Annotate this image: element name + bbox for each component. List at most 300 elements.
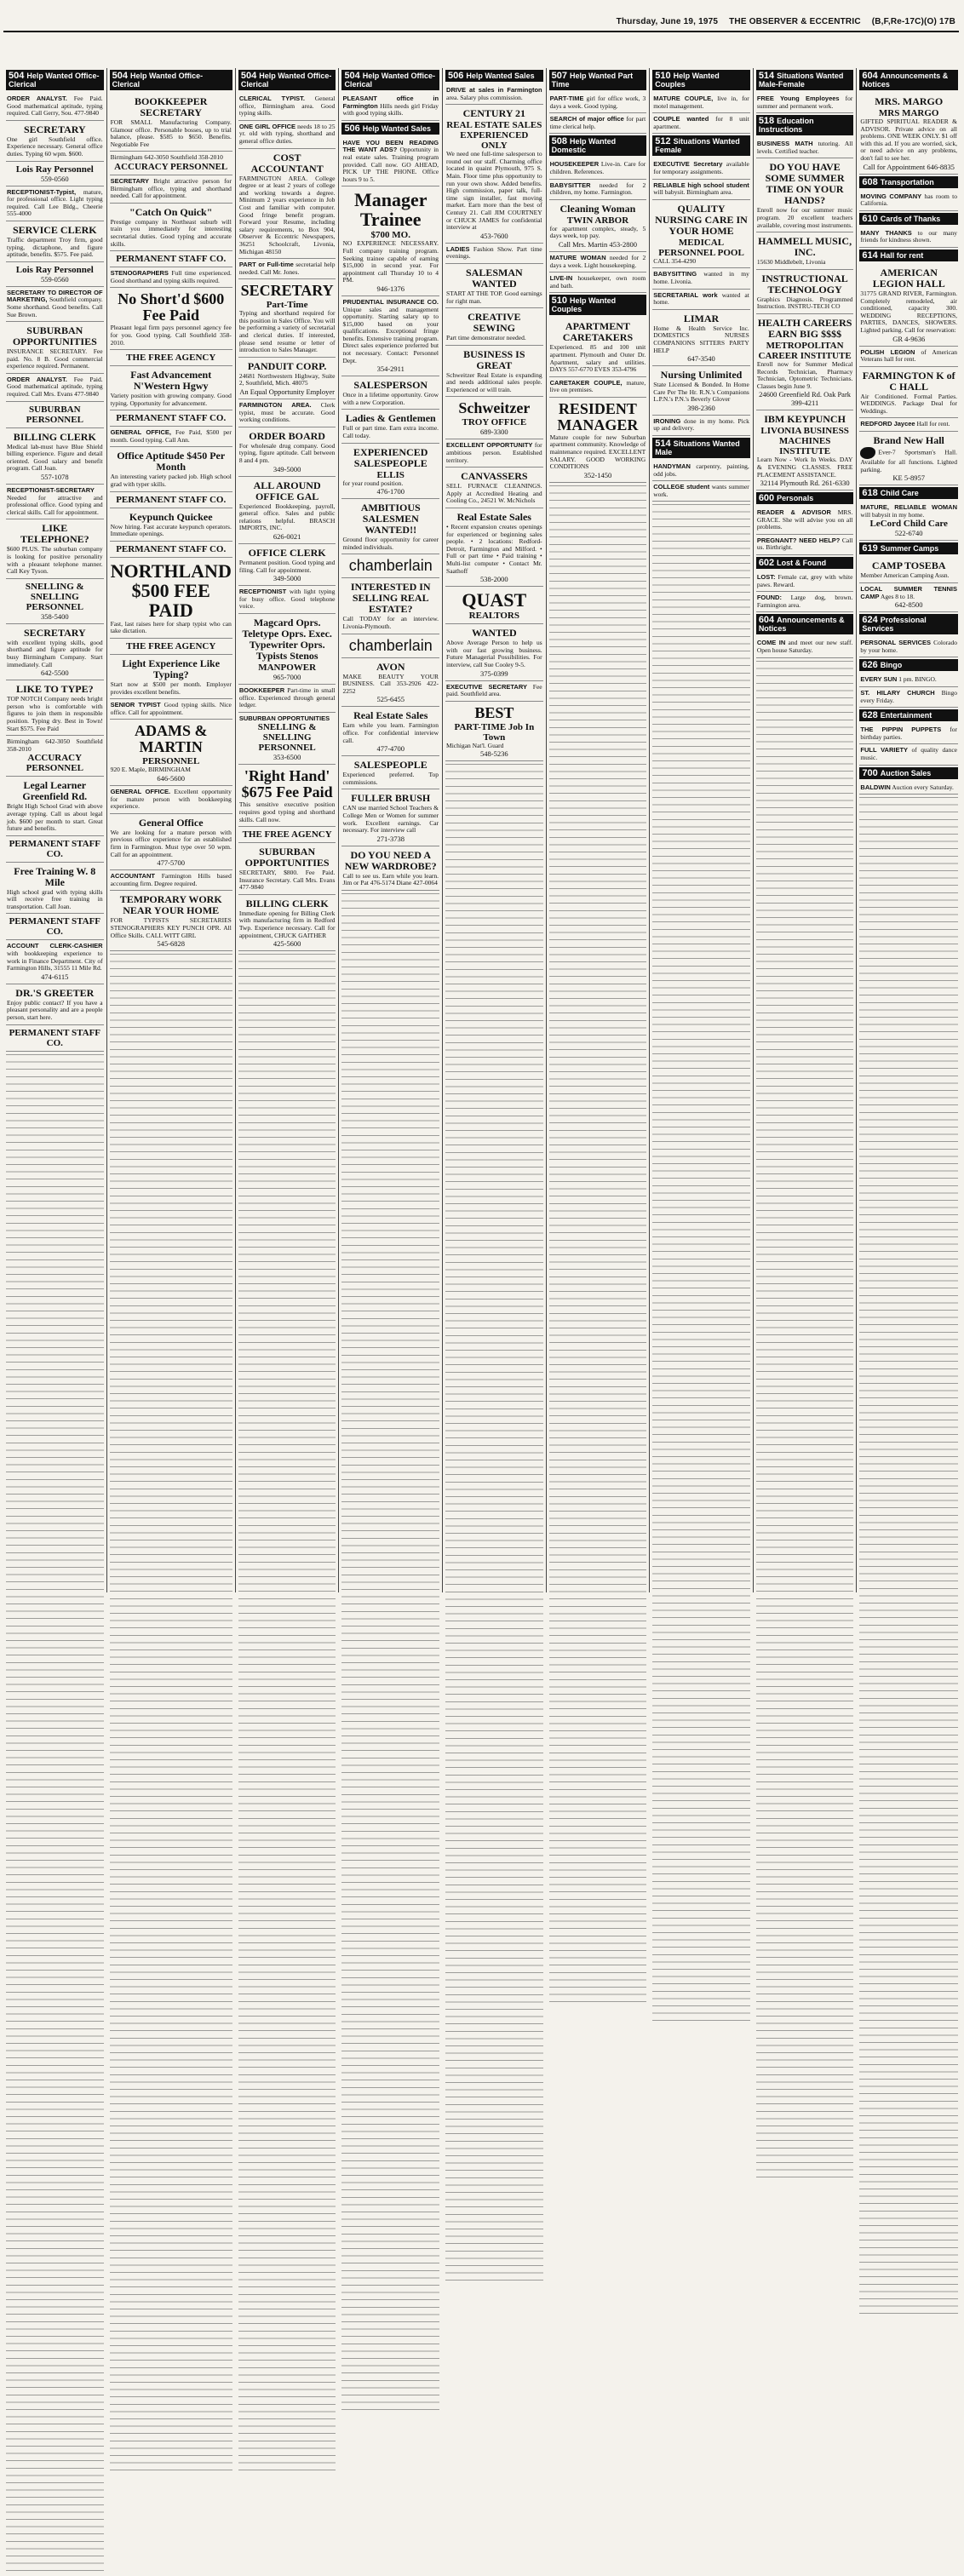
ad-body — [757, 259, 853, 267]
ad-text: Typing and shorthand required for this position in Sales Office. You will be performing a variety of secretarial and clerical duties. If interested, please send resume or letter of introduction to Sales Manager. — [238, 309, 336, 354]
ad-text: Good typing skills. Nice office. Call for appointment. — [110, 701, 232, 716]
ad-body — [446, 684, 542, 698]
ad-title: LIKE TELEPHONE? — [20, 522, 89, 546]
ad-text: General office, Birmingham area. Good typing skills. — [238, 95, 336, 118]
section-title: Help Wanted Sales — [466, 72, 535, 80]
ad-text: Excellent opportunity for mature person with bookkeeping experience. — [110, 788, 232, 811]
classified-ad — [238, 827, 336, 843]
ad-body — [7, 136, 103, 158]
section-header — [859, 70, 958, 90]
ad-text: area. Salary plus commission. — [446, 93, 523, 101]
ad-body — [111, 829, 232, 858]
ad-text: of American Veterans hall for rent. — [860, 347, 958, 364]
ad-lead: DRIVE at sales in Farmington — [446, 86, 542, 94]
ad-text: with bookkeeping experience to work in Finance Department. City of Farmington Hills, 31555 11 Mile Rd. — [7, 950, 103, 972]
classified-ad — [110, 350, 232, 366]
section-header — [859, 614, 958, 634]
ad-title: SALESMAN WANTED — [465, 266, 523, 290]
classified-ad — [445, 508, 543, 587]
ad-title: BEST — [474, 703, 514, 721]
classified-ad — [6, 121, 104, 162]
ad-body — [342, 425, 439, 439]
classified-ad — [341, 444, 439, 500]
ad-lead: FARMINGTON AREA. — [238, 401, 312, 410]
ad-body — [757, 574, 853, 588]
ad-body — [239, 801, 336, 823]
classified-ad — [238, 121, 336, 149]
ad-body — [757, 361, 853, 390]
ad-text: of quality dance music. — [860, 746, 957, 761]
ad-lead: PLEASANT office in Farmington — [342, 95, 439, 110]
section-title: Help Wanted Office-Clerical — [240, 72, 332, 89]
ad-text: Opportunity in real estate sales. Training program provided. Call now. GO AHEAD, PICK UP THE PHONE. Office hours 9 to 5. — [342, 146, 439, 183]
ad-text: FOR TYPISTS SECRETARIES STENOGRAPHERS KEY PUNCH OPR. All Office Skills. CALL WITT GIRL — [110, 916, 232, 939]
ad-body — [111, 524, 232, 538]
ad-lead: SUBURBAN OPPORTUNITIES — [238, 714, 330, 722]
ad-title: Manager Trainee — [353, 189, 427, 231]
masthead-edition: (B,F,Re-17C)(O) 17B — [871, 17, 955, 26]
ad-text: TOP NOTCH Company needs bright person who is comfortable with figures to join them in responsible position. Typing dry. Best in Town! Start $575. Fee Paid — [7, 695, 103, 732]
ad-text: CALL 354-4290 — [653, 256, 697, 265]
ad-contact: 425-5600 — [273, 939, 301, 949]
ad-lead: COUPLE wanted — [653, 115, 709, 123]
ad-advertiser: PERMANENT STAFF CO. — [116, 413, 227, 424]
section-number: 504 — [240, 71, 257, 81]
masthead-date: Thursday, June 19, 1975 — [616, 17, 719, 26]
ad-lead: CLERICAL TYPIST. — [238, 95, 306, 102]
classified-ad — [238, 614, 336, 685]
ad-title: QUAST — [462, 589, 527, 611]
section-title: Bingo — [880, 661, 903, 670]
classified-ad — [445, 264, 543, 308]
ad-title: RESIDENT MANAGER — [557, 399, 639, 433]
classified-ad — [341, 789, 439, 846]
ad-title: FARMINGTON K of C HALL — [862, 369, 955, 393]
classified-ad — [445, 702, 543, 762]
classified-ad — [445, 624, 543, 680]
ad-body — [653, 382, 749, 404]
classified-ad — [445, 681, 543, 702]
ad-subtitle: Part-Time — [266, 300, 308, 311]
ad-lead: RECEPTIONIST — [238, 588, 287, 596]
ad-text: Southfield company. Some shorthand. Good benefits. Call Sue Brown. — [7, 295, 103, 318]
ad-body — [860, 504, 957, 519]
ad-text: Needed for attractive and professional office. Good typing and clerical skills. Call for appointment. — [7, 493, 103, 516]
classified-ad — [859, 502, 958, 541]
classified-ad — [110, 447, 232, 491]
ad-contact: GR 4-9636 — [892, 334, 926, 343]
classified-ad — [238, 259, 336, 279]
classified-ad — [445, 397, 543, 439]
classified-columns — [3, 68, 961, 1592]
ad-body — [239, 402, 336, 424]
ad-body — [860, 676, 957, 684]
section-header — [549, 295, 647, 315]
classified-ad — [238, 279, 336, 358]
ad-body — [653, 271, 749, 285]
ad-body — [7, 290, 103, 318]
ad-lead: SENIOR TYPIST — [110, 701, 161, 709]
classified-ad — [110, 814, 232, 870]
ad-subtitle: PERSONNEL — [142, 756, 200, 767]
ad-advertiser: PERMANENT STAFF CO. — [9, 1027, 101, 1048]
ad-body — [446, 640, 542, 668]
classified-ad — [859, 782, 958, 795]
section-number: 608 — [862, 176, 878, 187]
section-number: 600 — [758, 493, 775, 504]
classified-ad — [445, 84, 543, 105]
ad-subtitle: TWIN ARBOR — [566, 215, 629, 226]
section-number: 510 — [551, 295, 567, 307]
ad-text: Ages 8 to 18. — [880, 592, 915, 600]
classified-ad — [859, 367, 958, 419]
ad-contact: 689-3300 — [480, 427, 508, 437]
ad-title: AVON — [376, 660, 405, 673]
ad-lead: RELIABLE high school student — [653, 181, 749, 189]
ad-text: Birmingham 642-3050 Southfield 358-2010 — [7, 737, 103, 753]
ad-contact: Call for Appointment 646-8835 — [863, 162, 955, 171]
ad-text: An interesting variety packed job. High school grad with typer skills. — [110, 473, 232, 489]
ad-body — [550, 380, 646, 394]
ad-title: LIKE TO TYPE? — [15, 683, 94, 696]
section-title: Personals — [777, 494, 814, 503]
ad-lead: PREGNANT? NEED HELP? — [756, 536, 841, 544]
section-header — [652, 135, 750, 156]
ad-text: Bright High School Grad with above average typing. Call us about legal job. $600 per month to start. Great future and benefits. — [7, 802, 103, 833]
classified-ad — [859, 93, 958, 175]
ad-body — [446, 372, 542, 394]
ad-subtitle: PART-TIME Job In Town — [454, 721, 535, 743]
ad-text: Traffic department Troy firm, good typing, dictaphone, and figure aptitude, benefits. $575. Fee paid. — [7, 235, 103, 259]
classified-ad — [6, 287, 104, 322]
classified-ad — [6, 221, 104, 262]
ad-body — [446, 442, 542, 464]
section-header — [110, 70, 232, 90]
ad-title: CANVASSERS — [461, 470, 528, 483]
ad-text: for summer and permanent work. — [756, 95, 853, 110]
classified-ad — [445, 439, 543, 468]
ad-title: Free Training W. 8 Mile — [14, 864, 96, 888]
ad-text: Full time experienced. Good shorthand and typing skills required. — [110, 269, 232, 284]
section-number: 518 — [758, 116, 775, 127]
classified-ad — [110, 267, 232, 288]
section-title: Summer Camps — [880, 544, 939, 554]
ad-advertiser: SNELLING & SNELLING PERSONNEL — [25, 581, 84, 612]
column-fine-print — [859, 795, 958, 2319]
ad-lead: ACCOUNT CLERK-CASHIER — [7, 942, 103, 950]
section-number: 507 — [551, 71, 567, 81]
section-number: 504 — [344, 71, 360, 81]
classified-ad — [110, 427, 232, 447]
section-title: Help Wanted Sales — [362, 123, 431, 133]
ad-text: Fee Paid. Good mathematical aptitude, typing required. Call Gerry, Sou. 477-9840 — [7, 95, 103, 118]
ad-text: This sensitive executive position requires good typing and shorthand skills. Call now. — [238, 800, 336, 823]
section-number: 700 — [862, 767, 878, 778]
ad-body — [111, 119, 232, 148]
ad-body — [653, 484, 749, 498]
ad-text: SELL FURNACE CLEANINGS. Apply at Accredited Heating and Cooling Co., 24521 W. McNichols — [446, 482, 542, 505]
ad-contact: Call Mrs. Martin 453-2800 — [558, 239, 637, 249]
ad-lead: STENOGRAPHERS — [110, 269, 169, 278]
ad-title: BILLING CLERK — [245, 897, 329, 909]
ad-title: QUALITY NURSING CARE IN YOUR HOME — [655, 202, 748, 237]
ad-lead: LIVE-IN — [549, 274, 573, 283]
classified-ad — [549, 113, 647, 134]
ad-title: Real Estate Sales — [353, 709, 428, 722]
ad-lead: BOOKKEEPER — [238, 686, 285, 694]
ad-body — [7, 546, 103, 575]
ad-text: Pleasant legal firm pays personnel agency fee for you. Good typing. Call Southfield 358-2010. — [110, 324, 232, 347]
ad-body — [111, 621, 232, 635]
ad-text: Auction every Saturday. — [892, 783, 954, 791]
classified-ad — [445, 105, 543, 244]
classified-ad — [652, 416, 750, 436]
ad-body — [860, 349, 957, 364]
ad-text: • Recent expansion creates openings for experienced or beginning sales people. • 2 locations: Redford-Detroit, Farmington and Milford. • Full or part time • Paid training • Multi-list computer • Contact Mr. Saathoff — [446, 523, 542, 575]
ad-body — [342, 805, 439, 834]
classified-ad — [110, 542, 232, 558]
ad-lead: RECEPTIONIST-Typist, — [7, 187, 77, 196]
ad-body — [7, 640, 103, 668]
ad-text: Enroll now for our summer music program. 20 excellent teachers available, covering most instruments. — [756, 206, 853, 229]
ad-text: $600 PLUS. The suburban company is looking for positive personality with a pleasant telephone manner. Call Key Tyson. — [7, 545, 103, 576]
ad-title: 'Right Hand' $675 Fee Paid — [241, 767, 333, 801]
ad-contact: 557-1078 — [41, 473, 69, 482]
ad-body — [239, 869, 336, 892]
ad-body — [111, 324, 232, 347]
ad-title: BOOKKEEPER SECRETARY — [135, 95, 208, 118]
ad-title: Cleaning Woman — [559, 202, 636, 215]
ad-text: Female cat, grey with white paws. Reward. — [756, 573, 853, 588]
ad-text: wants summer work. — [653, 483, 749, 498]
ad-contact: 398-2360 — [687, 403, 715, 412]
ad-title: Legal Learner Greenfield Rd. — [22, 779, 88, 803]
classified-ad — [859, 264, 958, 347]
classified-ad — [549, 318, 647, 376]
ad-lead: SECRETARIAL work — [653, 290, 718, 299]
classified-ad — [341, 376, 439, 410]
classified-ad — [549, 200, 647, 252]
ad-text: Fee Paid. Good mathematical aptitude, typing required. Call Mrs. Evans 477-9840 — [7, 375, 103, 399]
ad-body — [111, 154, 232, 162]
ad-text: Now hiring. Fast accurate keypunch operators. Immediate openings. — [110, 522, 232, 538]
classified-ad — [341, 658, 439, 708]
ad-title: EXPERIENCED SALESPEOPLE — [353, 445, 428, 469]
ad-body — [111, 473, 232, 488]
ad-title: Ladies & Gentlemen — [345, 412, 436, 425]
ad-body — [860, 747, 957, 761]
ad-contact: 271-3738 — [376, 834, 405, 843]
classified-ad — [859, 432, 958, 485]
ad-body — [7, 189, 103, 218]
section-header — [859, 250, 958, 261]
classified-ad — [341, 186, 439, 296]
ad-text: Member American Camping Assn. — [860, 571, 950, 580]
ad-body — [342, 536, 439, 551]
ad-body — [7, 376, 103, 399]
classified-ad — [6, 984, 104, 1025]
section-header — [859, 176, 958, 188]
ad-title: MRS. MARGO — [875, 95, 944, 107]
classified-ad — [549, 398, 647, 483]
ad-text: Earn while you learn. Farmington office. For confidential interview call. — [342, 721, 439, 744]
ad-body — [757, 95, 853, 110]
ad-body — [342, 873, 439, 887]
classified-ad — [341, 756, 439, 789]
ad-body — [239, 559, 336, 574]
section-number: 512 — [655, 136, 671, 147]
ad-body — [7, 487, 103, 516]
section-title: Help Wanted Domestic — [551, 137, 617, 155]
ad-subtitle: REALTORS — [468, 611, 519, 622]
ad-title: ORDER BOARD — [249, 429, 325, 442]
section-title: Help Wanted Office-Clerical — [344, 72, 435, 89]
ad-title: SALESPERSON — [353, 379, 428, 392]
ad-body — [860, 393, 957, 416]
ad-text: secretarial help needed. Call Mr. Jones. — [238, 261, 336, 276]
classified-ad — [652, 93, 750, 113]
ad-title: Brand New Hall — [873, 434, 944, 447]
ad-lead: SECRETARY TO DIRECTOR OF MARKETING, — [7, 288, 103, 304]
ad-body — [111, 873, 232, 887]
ad-body — [653, 95, 749, 110]
section-header — [859, 767, 958, 779]
section-title: Situations Wanted Female — [655, 137, 740, 155]
classified-ad — [110, 204, 232, 251]
ad-body — [446, 524, 542, 575]
section-number: 506 — [448, 71, 464, 81]
ad-title: ADAMS & MARTIN — [134, 722, 208, 756]
ad-body — [550, 434, 646, 471]
section-title: Help Wanted Part Time — [551, 72, 634, 89]
ad-body — [111, 766, 232, 774]
ad-lead: MATURE, RELIABLE WOMAN — [860, 503, 957, 512]
ad-body — [239, 310, 336, 354]
ad-text: mature, for professional office. Light typing required. Call Lee Bldg., Cheerie 555-4000 — [7, 187, 103, 218]
ad-body — [860, 193, 957, 208]
ad-title: SECRETARY — [23, 626, 86, 639]
ad-text: Michigan Nat'l. Guard — [446, 741, 504, 749]
ad-text: GIFTED SPIRITUAL READER & ADVISOR. Private advice on all problems. ONE WEEK ONLY. $1 off with this ad. If you are worried, sick, or need advice on any problems, don't fail to see her. — [860, 118, 957, 162]
ad-body — [111, 219, 232, 248]
ad-title: BUSINESS IS GREAT — [463, 347, 525, 371]
ad-lead: IRONING — [653, 416, 681, 425]
classified-ad — [341, 634, 439, 658]
classified-ad — [859, 418, 958, 432]
ad-lead: ST. HILARY CHURCH — [860, 689, 935, 697]
ad-lead: HANDYMAN — [653, 462, 691, 471]
ad-text: Full or part time. Earn extra income. Call today. — [342, 424, 439, 440]
ad-text: Experienced. 85 and 100 unit apartment. Plymouth and Outer Dr. Apartment, salary and utilities. DAYS 557-6770 EVES 353-4796 — [549, 343, 646, 374]
ad-title: SECRETARY — [23, 123, 86, 135]
ad-body — [7, 444, 103, 473]
ad-lead: RECEPTIONIST-SECRETARY — [7, 486, 95, 495]
ad-body — [653, 258, 749, 266]
ad-body — [111, 702, 232, 716]
section-title: Child Care — [880, 489, 919, 498]
ad-contact: 354-2911 — [376, 364, 405, 374]
ad-contact: 548-5236 — [480, 749, 508, 759]
classified-ad — [445, 346, 543, 398]
ad-text: For wholesale drug company. Good typing, figure aptitude. Call between 8 and 4 pm. — [238, 441, 336, 464]
classified-ad — [859, 724, 958, 744]
classified-ad — [6, 485, 104, 519]
section-number: 514 — [655, 439, 671, 450]
classified-ad — [756, 592, 854, 612]
ad-title: General Office — [138, 816, 204, 829]
ad-body — [342, 616, 439, 630]
classified-ad — [110, 786, 232, 814]
ad-title: SUBURBAN OPPORTUNITIES — [244, 846, 330, 869]
ad-advertiser: Lois Ray Personnel — [15, 264, 94, 275]
ad-body — [342, 772, 439, 786]
classified-ad — [6, 186, 104, 221]
ad-body — [757, 207, 853, 229]
ad-lead: POLISH LEGION — [860, 347, 915, 356]
ad-text: We need one full-time salesperson to round out our staff. Charming office located in quaint Plymouth, 975 S. Main. Floor time plus opportunity to run your own show. Added benefits. High commission, paper talk, full-time sign installer, fast moving market. Earn more than the best of Century 21. Call JIM COURTNEY or CHUCK JAMES for confidential interview at — [446, 150, 542, 232]
ad-title: ALL AROUND OFFICE GAL — [253, 479, 321, 502]
ad-text: Clerk typist, must be accurate. Good working conditions. — [238, 401, 336, 424]
section-title: Transportation — [880, 177, 934, 186]
ad-body — [860, 230, 957, 244]
ad-body — [446, 246, 542, 261]
ad-title: LIMAR — [683, 312, 720, 324]
ad-title: APARTMENT CARETAKERS — [562, 320, 634, 344]
ad-advertiser: THE FREE AGENCY — [126, 641, 216, 652]
ad-body — [446, 87, 542, 101]
section-title: Situations Wanted Male-Female — [758, 72, 844, 89]
ad-contact: 24600 Greenfield Rd. Oak Park 399-4211 — [759, 390, 852, 408]
ad-text: Variety position with growing company. Good typing. Opportunity for advancement. — [110, 392, 232, 407]
ad-text: Ever-7 Sportsman's Hall. Available for all functions. Lighted parking. — [860, 448, 957, 473]
ad-title: Fast Advancement N'Western Hgwy — [130, 369, 212, 393]
section-number: 614 — [862, 250, 878, 261]
ad-text: for year round position. — [342, 479, 404, 487]
ad-lead: PART or Full-time — [238, 261, 294, 269]
ad-lead: MATURE COUPLE, — [653, 95, 714, 102]
ad-title: WANTED — [471, 627, 517, 640]
ad-text: Medical lab-must have Blue Shield billing experience. Figure and detail oriented. Good salary and benefit program. Call Joan. — [7, 442, 103, 473]
ad-title: chamberlain — [348, 636, 433, 654]
classified-ad — [238, 586, 336, 614]
section-number: 624 — [862, 615, 878, 626]
classified-ad — [341, 578, 439, 634]
ad-text: MRS. GRACE. She will advise you on all problems. — [756, 508, 853, 531]
ad-lead: LOCAL SUMMER TENNIS CAMP — [860, 585, 957, 600]
column-1 — [3, 68, 107, 1592]
classified-ad — [6, 736, 104, 777]
ad-body — [7, 889, 103, 911]
classified-ad — [756, 93, 854, 113]
ad-contact: 642-5500 — [41, 668, 69, 678]
ad-body — [653, 418, 749, 433]
ad-text: 1 pm. BINGO. — [898, 675, 937, 684]
ad-text: Part-time in small office. Experienced through general ledger. — [238, 686, 336, 709]
ad-body — [860, 784, 957, 792]
ad-text: needs 18 to 25 yr. old with typing, shorthand and general office duties. — [238, 122, 336, 145]
ad-body — [550, 182, 646, 197]
ad-contact: 349-5000 — [273, 464, 301, 473]
ad-contact: 646-5600 — [157, 774, 186, 783]
ad-body — [239, 123, 336, 146]
classified-ad — [756, 232, 854, 270]
ad-title: chamberlain — [348, 557, 433, 575]
ad-lead: GENERAL OFFICE. — [110, 788, 171, 795]
ad-body — [239, 503, 336, 532]
classified-ad — [6, 93, 104, 121]
ad-body — [7, 348, 103, 370]
ad-advertiser: THE FREE AGENCY — [242, 829, 332, 840]
